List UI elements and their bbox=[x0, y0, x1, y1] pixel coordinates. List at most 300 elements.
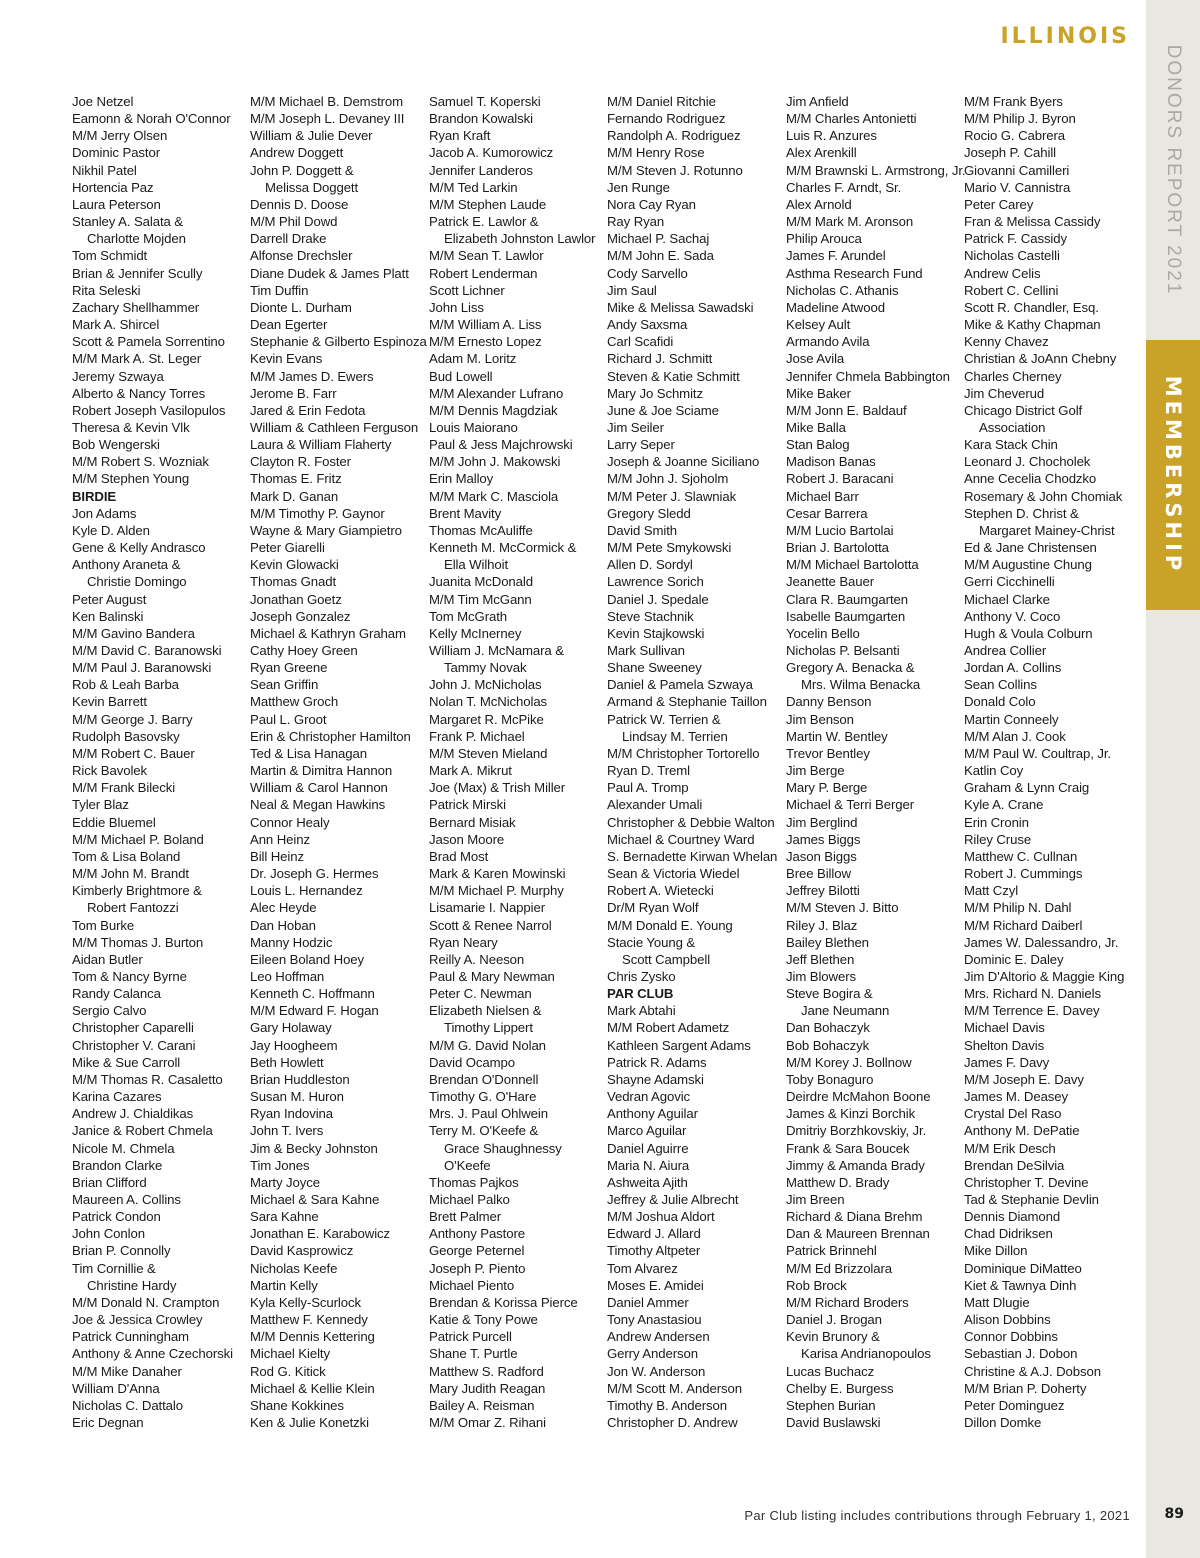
donor-name: M/M Michael B. Demstrom bbox=[250, 94, 404, 109]
donor-name: Michael P. Sachaj bbox=[607, 231, 710, 247]
donor-name: John Conlon bbox=[72, 1226, 145, 1242]
donor-name: Christopher D. Andrew bbox=[607, 1415, 738, 1431]
donor-name: Alexander Umali bbox=[607, 797, 703, 813]
donor-name: M/M Steven J. Bitto bbox=[786, 900, 899, 916]
donor-name: Nicole M. Chmela bbox=[72, 1140, 175, 1156]
donor-name: Mark & Karen Mowinski bbox=[429, 866, 566, 882]
donor-name: M/M Brian P. Doherty bbox=[964, 1380, 1087, 1396]
donor-name: Mark Abtahi bbox=[607, 1003, 676, 1019]
donor-name: Erin & Christopher Hamilton bbox=[250, 728, 411, 744]
donor-name: Chicago District Golf bbox=[964, 402, 1083, 418]
donor-name: June & Joe Sciame bbox=[607, 402, 719, 418]
donor-name: Thomas Gnadt bbox=[250, 574, 337, 590]
donor-name: Brett Palmer bbox=[429, 1209, 502, 1225]
donor-name: Zachary Shellhammer bbox=[72, 299, 200, 315]
state-header: ILLINOIS bbox=[1000, 24, 1130, 49]
donor-name: Shane Sweeney bbox=[607, 660, 702, 676]
donor-name: Connor Dobbins bbox=[964, 1329, 1058, 1345]
donor-name-continuation: Charlotte Mojden bbox=[87, 231, 186, 247]
donor-name: M/M Alexander Lufrano bbox=[429, 385, 564, 401]
donor-name: Donald Colo bbox=[964, 694, 1036, 710]
donor-name: Tyler Blaz bbox=[72, 797, 129, 813]
donor-name: James F. Arundel bbox=[786, 248, 886, 264]
donor-name: Patrick Brinnehl bbox=[786, 1243, 877, 1259]
donor-name: Diane Dudek & James Platt bbox=[250, 265, 409, 281]
donor-name: Brendan DeSilvia bbox=[964, 1157, 1065, 1173]
donor-name: Gerry Anderson bbox=[607, 1346, 698, 1362]
donor-name: Peter Carey bbox=[964, 196, 1034, 212]
donor-name: Christian & JoAnn Chebny bbox=[964, 351, 1117, 367]
donor-name: Charles F. Arndt, Sr. bbox=[786, 179, 902, 195]
donor-name: William & Julie Dever bbox=[250, 128, 373, 144]
donor-name: Andrew Celis bbox=[964, 265, 1041, 281]
donor-name: Susan M. Huron bbox=[250, 1089, 344, 1105]
donor-name: Sergio Calvo bbox=[72, 1003, 147, 1019]
donor-name: M/M Scott M. Anderson bbox=[607, 1380, 742, 1396]
section-heading: PAR CLUB bbox=[607, 986, 674, 1002]
donor-name: Michael Piento bbox=[429, 1277, 515, 1293]
donor-name: M/M Joseph E. Davy bbox=[964, 1071, 1084, 1087]
donor-name: Neal & Megan Hawkins bbox=[250, 797, 386, 813]
donor-name: Chad Didriksen bbox=[964, 1226, 1053, 1242]
donor-name: Madeline Atwood bbox=[786, 299, 885, 315]
donor-name: Kimberly Brightmore & bbox=[72, 883, 202, 899]
donor-name: Bud Lowell bbox=[429, 368, 493, 384]
donor-name: David Buslawski bbox=[786, 1415, 881, 1431]
donor-name: Bernard Misiak bbox=[429, 814, 516, 830]
donor-name: Ryan Neary bbox=[429, 934, 498, 950]
donor-name: Robert Lenderman bbox=[429, 265, 538, 281]
donor-name: John Liss bbox=[429, 299, 484, 315]
donor-name: Louis L. Hernandez bbox=[250, 883, 363, 899]
donor-name: Matthew F. Kennedy bbox=[250, 1312, 368, 1328]
donor-name: M/M Mike Danaher bbox=[72, 1363, 182, 1379]
donor-name: Jim Saul bbox=[607, 282, 657, 298]
donor-name: Martin & Dimitra Hannon bbox=[250, 763, 393, 779]
donor-name: Mary P. Berge bbox=[786, 780, 868, 796]
donor-name: Michael Davis bbox=[964, 1020, 1045, 1036]
donor-name: M/M John J. Makowski bbox=[429, 454, 561, 470]
donor-name: Frank P. Michael bbox=[429, 728, 525, 744]
donor-name: Jeff Blethen bbox=[786, 951, 855, 967]
donor-name: Rod G. Kitick bbox=[250, 1363, 326, 1379]
donor-name: Brandon Clarke bbox=[72, 1157, 163, 1173]
donor-name: Jim D'Altorio & Maggie King bbox=[964, 968, 1125, 984]
donor-name: Leo Hoffman bbox=[250, 968, 325, 984]
donor-name: Alberto & Nancy Torres bbox=[72, 385, 206, 401]
donor-name: Madison Banas bbox=[786, 454, 876, 470]
donor-column-2 bbox=[250, 93, 428, 1431]
donor-name: Anne Cecelia Chodzko bbox=[964, 471, 1097, 487]
donor-name: Trevor Bentley bbox=[786, 745, 870, 761]
donor-name: Ryan Indovina bbox=[250, 1106, 334, 1122]
donor-name: M/M Philip N. Dahl bbox=[964, 900, 1072, 916]
donor-name: Robert Joseph Vasilopulos bbox=[72, 402, 226, 418]
donor-name: Aidan Butler bbox=[72, 951, 143, 967]
donor-name: Daniel Ammer bbox=[607, 1294, 689, 1310]
donor-name: Jay Hoogheem bbox=[250, 1037, 338, 1053]
donor-name: Shane T. Purtle bbox=[429, 1346, 518, 1362]
donor-name: M/M Donald N. Crampton bbox=[72, 1294, 220, 1310]
donor-name: James W. Dalessandro, Jr. bbox=[964, 934, 1119, 950]
donor-name: Patrick R. Adams bbox=[607, 1054, 707, 1070]
donor-name: M/M Ed Brizzolara bbox=[786, 1260, 893, 1276]
donor-name-continuation: Elizabeth Johnston Lawlor bbox=[444, 231, 596, 247]
donor-name: Timothy G. O'Hare bbox=[429, 1089, 537, 1105]
donor-name: Joe (Max) & Trish Miller bbox=[429, 780, 566, 796]
donor-name: M/M Tim McGann bbox=[429, 591, 532, 607]
donor-name: Dionte L. Durham bbox=[250, 299, 352, 315]
donor-name: Steven & Katie Schmitt bbox=[607, 368, 740, 384]
donor-name: Ryan D. Treml bbox=[607, 763, 690, 779]
donor-name: Alex Arnold bbox=[786, 196, 852, 212]
donor-name: Kyle D. Alden bbox=[72, 522, 150, 538]
donor-name: Rudolph Basovsky bbox=[72, 728, 180, 744]
donor-name: Daniel Aguirre bbox=[607, 1140, 689, 1156]
donor-name-continuation: Christie Domingo bbox=[87, 574, 187, 590]
donor-name: Louis Maiorano bbox=[429, 419, 518, 435]
donor-column-5 bbox=[786, 93, 964, 1431]
donor-name: M/M Frank Bilecki bbox=[72, 780, 176, 796]
donor-name: Anthony & Anne Czechorski bbox=[72, 1346, 233, 1362]
donor-name: James Biggs bbox=[786, 831, 861, 847]
donor-name: Eileen Boland Hoey bbox=[250, 951, 365, 967]
donor-name: Thomas Pajkos bbox=[429, 1174, 519, 1190]
donor-name: James F. Davy bbox=[964, 1054, 1050, 1070]
donor-name: William D'Anna bbox=[72, 1380, 160, 1396]
donor-name: Christopher & Debbie Walton bbox=[607, 814, 775, 830]
donor-name: Samuel T. Koperski bbox=[429, 94, 541, 109]
donor-name: Ken Balinski bbox=[72, 608, 144, 624]
donor-name-continuation: Association bbox=[979, 419, 1046, 435]
donor-name: Daniel J. Brogan bbox=[786, 1312, 882, 1328]
donor-name: Jonathan Goetz bbox=[250, 591, 342, 607]
donor-name: Kelly McInerney bbox=[429, 625, 522, 641]
donor-name: Jeanette Bauer bbox=[786, 574, 875, 590]
donor-name: Nicholas C. Athanis bbox=[786, 282, 899, 298]
donor-name: Lisamarie I. Nappier bbox=[429, 900, 546, 916]
donor-name: Vedran Agovic bbox=[607, 1089, 691, 1105]
donor-name: M/M John M. Brandt bbox=[72, 866, 189, 882]
donor-name: Michael & Courtney Ward bbox=[607, 831, 755, 847]
donor-name: M/M Lucio Bartolai bbox=[786, 522, 894, 538]
donor-name: M/M Erik Desch bbox=[964, 1140, 1056, 1156]
donor-name: M/M Christopher Tortorello bbox=[607, 745, 760, 761]
donor-name: M/M Phil Dowd bbox=[250, 214, 338, 230]
donor-name: Timothy Altpeter bbox=[607, 1243, 701, 1259]
donor-name: Armand & Stephanie Taillon bbox=[607, 694, 767, 710]
donor-name: Peter August bbox=[72, 591, 147, 607]
donor-name: Dan Bohaczyk bbox=[786, 1020, 870, 1036]
donor-name: M/M Sean T. Lawlor bbox=[429, 248, 544, 264]
donor-name: M/M Stephen Young bbox=[72, 471, 190, 487]
donor-name: Clara R. Baumgarten bbox=[786, 591, 908, 607]
donor-name: Joseph P. Cahill bbox=[964, 145, 1056, 161]
donor-name: Jim Berge bbox=[786, 763, 845, 779]
donor-name: M/M Thomas R. Casaletto bbox=[72, 1071, 223, 1087]
donor-name: Alex Arenkill bbox=[786, 145, 857, 161]
donor-name: Ted & Lisa Hanagan bbox=[250, 745, 367, 761]
donor-name: Mrs. Richard N. Daniels bbox=[964, 986, 1101, 1002]
donor-name: Robert J. Baracani bbox=[786, 471, 894, 487]
donor-name: Nicholas P. Belsanti bbox=[786, 643, 900, 658]
donor-name: M/M Korey J. Bollnow bbox=[786, 1054, 912, 1070]
donor-name: Dan & Maureen Brennan bbox=[786, 1226, 930, 1242]
donor-name: M/M Daniel Ritchie bbox=[607, 94, 716, 109]
donor-name: Brian Clifford bbox=[72, 1174, 147, 1190]
donor-name: M/M Ted Larkin bbox=[429, 179, 518, 195]
donor-name-continuation: O'Keefe bbox=[444, 1157, 491, 1173]
donor-name: Timothy B. Anderson bbox=[607, 1397, 728, 1413]
donor-name: M/M Dennis Magdziak bbox=[429, 402, 558, 418]
donor-name: Margaret R. McPike bbox=[429, 711, 544, 727]
donor-name: Tony Anastasiou bbox=[607, 1312, 702, 1328]
donor-name: Jose Avila bbox=[786, 351, 845, 367]
donor-name: Rita Seleski bbox=[72, 282, 141, 298]
donor-name: Patrick Cunningham bbox=[72, 1329, 189, 1345]
footer-note: Par Club listing includes contributions through February 1, 2021 bbox=[744, 1508, 1130, 1523]
donor-name-continuation: Karisa Andrianopoulos bbox=[801, 1346, 931, 1362]
donor-name: Nora Cay Ryan bbox=[607, 196, 696, 212]
donor-name: Jeremy Szwaya bbox=[72, 368, 164, 384]
donor-name: Dennis Diamond bbox=[964, 1209, 1061, 1225]
donor-name: Nicholas C. Dattalo bbox=[72, 1397, 183, 1413]
donor-name: Dr. Joseph G. Hermes bbox=[250, 866, 379, 882]
donor-name: William J. McNamara & bbox=[429, 643, 564, 658]
donor-name-continuation: Jane Neumann bbox=[801, 1003, 890, 1019]
donor-name: Jen Runge bbox=[607, 179, 670, 195]
donor-name: M/M Mark M. Aronson bbox=[786, 214, 914, 230]
donor-name: Patrick E. Lawlor & bbox=[429, 214, 539, 230]
donor-column-6 bbox=[964, 93, 1142, 1431]
donor-name: Ed & Jane Christensen bbox=[964, 540, 1097, 556]
donor-name: Tim Cornillie & bbox=[72, 1260, 156, 1276]
donor-name: Mario V. Cannistra bbox=[964, 179, 1071, 195]
donor-name: Erin Malloy bbox=[429, 471, 494, 487]
donor-name: Martin W. Bentley bbox=[786, 728, 888, 744]
donor-name: S. Bernadette Kirwan Whelan bbox=[607, 848, 778, 864]
donor-name: M/M Thomas J. Burton bbox=[72, 934, 204, 950]
donor-name: Gene & Kelly Andrasco bbox=[72, 540, 206, 556]
donor-name: Christopher Caparelli bbox=[72, 1020, 194, 1036]
donor-name: Kyla Kelly-Scurlock bbox=[250, 1294, 361, 1310]
donor-name-continuation: Melissa Doggett bbox=[265, 179, 359, 195]
donor-name: David Kasprowicz bbox=[250, 1243, 354, 1259]
donor-name: James M. Deasey bbox=[964, 1089, 1069, 1105]
donor-name: Chelby E. Burgess bbox=[786, 1380, 894, 1396]
donor-name: M/M Timothy P. Gaynor bbox=[250, 505, 385, 521]
donor-name: Anthony Pastore bbox=[429, 1226, 526, 1242]
donor-name: M/M Michael P. Murphy bbox=[429, 883, 564, 899]
donor-name: M/M Paul W. Coultrap, Jr. bbox=[964, 745, 1111, 761]
donor-name: Tom McGrath bbox=[429, 608, 508, 624]
donor-name: Joseph P. Piento bbox=[429, 1260, 526, 1276]
donor-name-continuation: Ella Wilhoit bbox=[444, 557, 509, 573]
donor-name: M/M Augustine Chung bbox=[964, 557, 1092, 573]
donor-name: Mike & Sue Carroll bbox=[72, 1054, 181, 1070]
donor-name: Robert C. Cellini bbox=[964, 282, 1059, 298]
donor-name: George Peternel bbox=[429, 1243, 525, 1259]
donor-name: Alison Dobbins bbox=[964, 1312, 1051, 1328]
donor-name: M/M Stephen Laude bbox=[429, 196, 547, 212]
donor-name: Gregory A. Benacka & bbox=[786, 660, 915, 676]
donor-name: Alec Heyde bbox=[250, 900, 317, 916]
donor-column-4 bbox=[607, 93, 785, 1431]
donor-name: Anthony Araneta & bbox=[72, 557, 181, 573]
donor-name: Dennis D. Doose bbox=[250, 196, 349, 212]
section-heading: BIRDIE bbox=[72, 488, 117, 504]
donor-name: Rob Brock bbox=[786, 1277, 847, 1293]
donor-name: M/M Mark C. Masciola bbox=[429, 488, 559, 504]
donor-name: Kevin Brunory & bbox=[786, 1329, 880, 1345]
donor-name-continuation: Robert Fantozzi bbox=[87, 900, 179, 916]
donor-name: Kevin Stajkowski bbox=[607, 625, 705, 641]
donor-name: Andrea Collier bbox=[964, 643, 1047, 658]
donor-name: Andy Saxsma bbox=[607, 317, 688, 333]
donor-name: Martin Kelly bbox=[250, 1277, 318, 1293]
donor-name: Nicholas Keefe bbox=[250, 1260, 338, 1276]
donor-name: Eric Degnan bbox=[72, 1415, 144, 1431]
donor-name: John P. Doggett & bbox=[250, 162, 354, 178]
donor-name: Jim Breen bbox=[786, 1192, 845, 1207]
donor-name: Isabelle Baumgarten bbox=[786, 608, 906, 624]
donor-name: Bailey A. Reisman bbox=[429, 1397, 535, 1413]
donor-name: Joseph & Joanne Siciliano bbox=[607, 454, 760, 470]
donor-name: Jim Berglind bbox=[786, 814, 858, 830]
donor-name: Lucas Buchacz bbox=[786, 1363, 875, 1379]
donor-name: Katlin Coy bbox=[964, 763, 1024, 779]
sidebar-report-label: DONORS REPORT 2021 bbox=[1163, 44, 1184, 296]
donor-name: M/M Frank Byers bbox=[964, 94, 1063, 109]
donor-name: Michael & Sara Kahne bbox=[250, 1192, 380, 1207]
donor-name: Maria N. Aiura bbox=[607, 1157, 690, 1173]
donor-name: M/M John E. Sada bbox=[607, 248, 714, 264]
donor-name: Cesar Barrera bbox=[786, 505, 868, 521]
donor-name: Jon Adams bbox=[72, 505, 137, 521]
donor-name: Daniel & Pamela Szwaya bbox=[607, 677, 753, 693]
donor-name: Kiet & Tawnya Dinh bbox=[964, 1277, 1077, 1293]
donor-name: Peter Dominguez bbox=[964, 1397, 1065, 1413]
donor-name: Chris Zysko bbox=[607, 968, 676, 984]
donor-name: Elizabeth Nielsen & bbox=[429, 1003, 542, 1019]
donor-name: Dan Hoban bbox=[250, 917, 316, 933]
donor-name: Jim Anfield bbox=[786, 94, 849, 109]
donor-name: Scott & Renee Narrol bbox=[429, 917, 552, 933]
donor-name: Brian & Jennifer Scully bbox=[72, 265, 203, 281]
donor-name: Adam M. Loritz bbox=[429, 351, 517, 367]
donor-name: John T. Ivers bbox=[250, 1123, 324, 1139]
donor-name: Ray Ryan bbox=[607, 214, 665, 230]
donor-name: Riley J. Blaz bbox=[786, 917, 858, 933]
donor-name: Laura Peterson bbox=[72, 196, 161, 212]
donor-name: Eamonn & Norah O'Connor bbox=[72, 111, 231, 127]
donor-name: Randy Calanca bbox=[72, 986, 161, 1002]
donor-name: Bob Bohaczyk bbox=[786, 1037, 870, 1053]
donor-name: Stephanie & Gilberto Espinoza bbox=[250, 334, 427, 350]
donor-name: Kevin Evans bbox=[250, 351, 323, 367]
donor-name: Beth Howlett bbox=[250, 1054, 324, 1070]
donor-name: M/M George J. Barry bbox=[72, 711, 193, 727]
donor-name: Wayne & Mary Giampietro bbox=[250, 522, 402, 538]
donor-name: M/M Terrence E. Davey bbox=[964, 1003, 1100, 1019]
donor-name: Erin Cronin bbox=[964, 814, 1029, 830]
donor-name: Alfonse Drechsler bbox=[250, 248, 353, 264]
donor-name: Tom & Lisa Boland bbox=[72, 848, 181, 864]
donor-name: Jacob A. Kumorowicz bbox=[429, 145, 554, 161]
donor-name: M/M Henry Rose bbox=[607, 145, 705, 161]
donor-name: Martin Conneely bbox=[964, 711, 1059, 727]
donor-name: Ashweita Ajith bbox=[607, 1174, 688, 1190]
donor-name: Danny Benson bbox=[786, 694, 872, 710]
donor-name: Eddie Bluemel bbox=[72, 814, 156, 830]
donor-name: M/M David C. Baranowski bbox=[72, 643, 222, 658]
donor-name-continuation: Christine Hardy bbox=[87, 1277, 177, 1293]
donor-name: David Ocampo bbox=[429, 1054, 516, 1070]
donor-name: Dr/M Ryan Wolf bbox=[607, 900, 699, 916]
donor-name: Bailey Blethen bbox=[786, 934, 869, 950]
donor-name: Paul & Mary Newman bbox=[429, 968, 555, 984]
donor-name: Karina Cazares bbox=[72, 1089, 162, 1105]
donor-name: Brendan O'Donnell bbox=[429, 1071, 539, 1087]
donor-name-continuation: Tammy Novak bbox=[444, 660, 527, 676]
donor-name: M/M G. David Nolan bbox=[429, 1037, 546, 1053]
donor-name: Jim & Becky Johnston bbox=[250, 1140, 378, 1156]
donor-name: William & Cathleen Ferguson bbox=[250, 419, 419, 435]
donor-name: Brandon Kowalski bbox=[429, 111, 533, 127]
donor-name: Sean Collins bbox=[964, 677, 1037, 693]
donor-name: Jared & Erin Fedota bbox=[250, 402, 366, 418]
donor-name: Fernando Rodriguez bbox=[607, 111, 726, 127]
donor-name: Mary Judith Reagan bbox=[429, 1380, 546, 1396]
donor-name: Gary Holaway bbox=[250, 1020, 332, 1036]
donor-name: M/M Brawnski L. Armstrong, Jr. bbox=[786, 162, 966, 178]
donor-name: Scott & Pamela Sorrentino bbox=[72, 334, 225, 350]
donor-name: Richard & Diana Brehm bbox=[786, 1209, 923, 1225]
donor-name: M/M Gavino Bandera bbox=[72, 625, 195, 641]
donor-name: Paul A. Tromp bbox=[607, 780, 689, 796]
donor-name: Maureen A. Collins bbox=[72, 1192, 181, 1207]
donor-name: Tom & Nancy Byrne bbox=[72, 968, 187, 984]
donor-name-continuation: Mrs. Wilma Benacka bbox=[801, 677, 921, 693]
donor-name: Mike Balla bbox=[786, 419, 846, 435]
donor-name: M/M Steven Mieland bbox=[429, 745, 548, 761]
donor-name: Anthony M. DePatie bbox=[964, 1123, 1080, 1139]
sidebar-section-label: MEMBERSHIP bbox=[1161, 375, 1185, 575]
donor-name: Dominic E. Daley bbox=[964, 951, 1064, 967]
donor-name: Rocio G. Cabrera bbox=[964, 128, 1066, 144]
donor-name: Jason Moore bbox=[429, 831, 505, 847]
donor-name: M/M Peter J. Slawniak bbox=[607, 488, 737, 504]
page-number: 89 bbox=[1164, 1506, 1184, 1522]
donor-name: Ryan Greene bbox=[250, 660, 328, 676]
donor-name: Stephen D. Christ & bbox=[964, 505, 1079, 521]
donor-name: Mike & Kathy Chapman bbox=[964, 317, 1101, 333]
donor-name-continuation: Margaret Mainey-Christ bbox=[979, 522, 1115, 538]
donor-name: Rosemary & John Chomiak bbox=[964, 488, 1123, 504]
donor-name: Patrick Purcell bbox=[429, 1329, 512, 1345]
donor-name: M/M Edward F. Hogan bbox=[250, 1003, 379, 1019]
donor-name: Anthony Aguilar bbox=[607, 1106, 698, 1122]
donor-name: Edward J. Allard bbox=[607, 1226, 701, 1242]
donor-name: Janice & Robert Chmela bbox=[72, 1123, 213, 1139]
donor-name: Dean Egerter bbox=[250, 317, 328, 333]
donor-name: M/M Paul J. Baranowski bbox=[72, 660, 212, 676]
donor-name-continuation: Timothy Lippert bbox=[444, 1020, 533, 1036]
donor-name: Jimmy & Amanda Brady bbox=[786, 1157, 925, 1173]
donor-name: Katie & Tony Powe bbox=[429, 1312, 538, 1328]
donor-name: James & Kinzi Borchik bbox=[786, 1106, 916, 1122]
donor-name: Crystal Del Raso bbox=[964, 1106, 1062, 1122]
